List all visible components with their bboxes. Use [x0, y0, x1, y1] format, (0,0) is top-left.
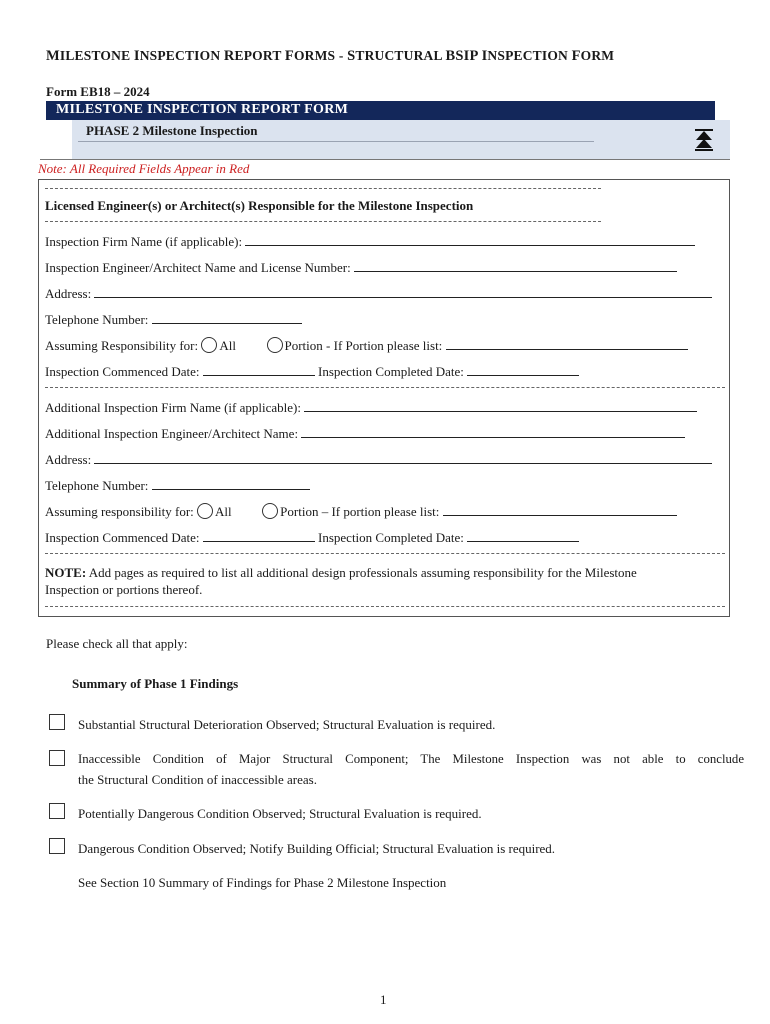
potentially-dangerous-label: Potentially Dangerous Condition Observed; Structural Evaluation is required.: [78, 806, 482, 821]
additional-all-radio-label: All: [215, 504, 232, 519]
dates-row: [45, 363, 579, 380]
commenced-date-field[interactable]: [203, 363, 315, 376]
additional-responsibility-label: Assuming responsibility for:: [45, 504, 194, 519]
engineer-field[interactable]: [354, 259, 677, 272]
additional-firm-field[interactable]: [304, 399, 697, 412]
additional-portion-radio[interactable]: [262, 503, 278, 519]
dashed-divider: [45, 553, 725, 554]
title-part: REPORT: [223, 48, 285, 64]
engineer-row: [45, 259, 677, 276]
title-part: FORM: [571, 48, 615, 64]
deterioration-label: Substantial Structural Deterioration Observed; Structural Evaluation is required.: [78, 717, 496, 732]
back-to-top-icon[interactable]: [694, 129, 714, 151]
address-label: Address:: [45, 286, 92, 301]
note-text-line1: Add pages as required to list all additional design professionals assuming responsibility for the Milestone: [86, 565, 637, 580]
inaccessible-label-line1: Inaccessible Condition of Major Structural Component; The Milestone Inspection was not able to conclude: [78, 752, 744, 766]
form-number: Form EB18 – 2024: [46, 84, 150, 99]
note-lead: NOTE:: [45, 565, 87, 580]
additional-responsibility-row: [45, 503, 677, 520]
engineer-label: Inspection Engineer/Architect Name and License Number:: [45, 260, 351, 275]
address-row: [45, 285, 712, 302]
dashed-divider: [45, 606, 725, 607]
additional-engineer-label: Additional Inspection Engineer/Architect Name:: [45, 426, 299, 441]
additional-firm-label: Additional Inspection Firm Name (if applicable):: [45, 400, 301, 415]
inaccessible-checkbox[interactable]: [49, 750, 65, 766]
additional-address-label: Address:: [45, 452, 92, 467]
deterioration-checkbox[interactable]: [49, 714, 65, 730]
all-radio[interactable]: [201, 337, 217, 353]
document-title: [46, 48, 614, 65]
completed-label: Inspection Completed Date:: [318, 364, 464, 379]
additional-completed-date-field[interactable]: [467, 529, 579, 542]
title-part: MILESTONE: [46, 48, 134, 64]
additional-phone-row: [45, 477, 310, 494]
phone-row: [45, 311, 302, 328]
additional-commenced-date-field[interactable]: [203, 529, 315, 542]
title-part: STRUCTURAL: [347, 48, 446, 64]
title-part: INSPECTION: [481, 48, 572, 64]
phone-field[interactable]: [152, 311, 302, 324]
title-part: BSIP: [445, 48, 482, 64]
additional-portion-radio-label: Portion – If portion please list:: [280, 504, 440, 519]
phase1-summary-heading: Summary of Phase 1 Findings: [72, 676, 239, 691]
dashed-divider: [45, 387, 725, 388]
firm-name-field[interactable]: [245, 233, 695, 246]
additional-commenced-label: Inspection Commenced Date:: [45, 530, 200, 545]
dangerous-checkbox[interactable]: [49, 838, 65, 854]
additional-phone-label: Telephone Number:: [45, 478, 149, 493]
additional-all-radio[interactable]: [197, 503, 213, 519]
additional-phone-field[interactable]: [152, 477, 310, 490]
firm-name-row: [45, 233, 695, 250]
additional-address-row: [45, 451, 712, 468]
responsibility-row: [45, 337, 688, 354]
all-radio-label: All: [219, 338, 236, 353]
form-title: MILESTONE INSPECTION REPORT FORM: [56, 102, 349, 117]
additional-completed-label: Inspection Completed Date:: [318, 530, 464, 545]
inaccessible-label-line2: the Structural Condition of inaccessible areas.: [78, 772, 317, 787]
additional-portion-list-field[interactable]: [443, 503, 677, 516]
additional-pages-note: [45, 564, 725, 598]
firm-name-label: Inspection Firm Name (if applicable):: [45, 234, 243, 249]
additional-address-field[interactable]: [94, 451, 712, 464]
header-divider: [40, 159, 730, 160]
dangerous-label: Dangerous Condition Observed; Notify Building Official; Structural Evaluation is required.: [78, 841, 556, 856]
additional-firm-row: [45, 399, 697, 416]
portion-radio[interactable]: [267, 337, 283, 353]
additional-engineer-row: [45, 425, 685, 442]
potentially-dangerous-checkbox[interactable]: [49, 803, 65, 819]
form-title-band: [46, 101, 715, 120]
title-part: FORMS -: [284, 48, 348, 64]
responsibility-label: Assuming Responsibility for:: [45, 338, 199, 353]
phase-label-box: [78, 120, 594, 142]
see-section-note: See Section 10 Summary of Findings for Phase 2 Milestone Inspection: [78, 875, 447, 890]
commenced-label: Inspection Commenced Date:: [45, 364, 200, 379]
additional-dates-row: [45, 529, 579, 546]
portion-list-field[interactable]: [446, 337, 688, 350]
responsible-professionals-box: [38, 179, 730, 617]
dashed-divider: [45, 188, 601, 189]
required-fields-note: Note: All Required Fields Appear in Red: [38, 161, 250, 176]
check-instructions: Please check all that apply:: [46, 636, 188, 651]
address-field[interactable]: [94, 285, 712, 298]
title-part: INSPECTION: [133, 48, 224, 64]
completed-date-field[interactable]: [467, 363, 579, 376]
portion-radio-label: Portion - If Portion please list:: [284, 338, 443, 353]
page-number: 1: [380, 992, 387, 1007]
note-text-line2: Inspection or portions thereof.: [45, 582, 203, 597]
dashed-divider: [45, 221, 601, 222]
additional-engineer-field[interactable]: [301, 425, 685, 438]
phone-label: Telephone Number:: [45, 312, 149, 327]
section-heading: Licensed Engineer(s) or Architect(s) Responsible for the Milestone Inspection: [45, 198, 474, 213]
phase-label: PHASE 2 Milestone Inspection: [86, 123, 258, 138]
